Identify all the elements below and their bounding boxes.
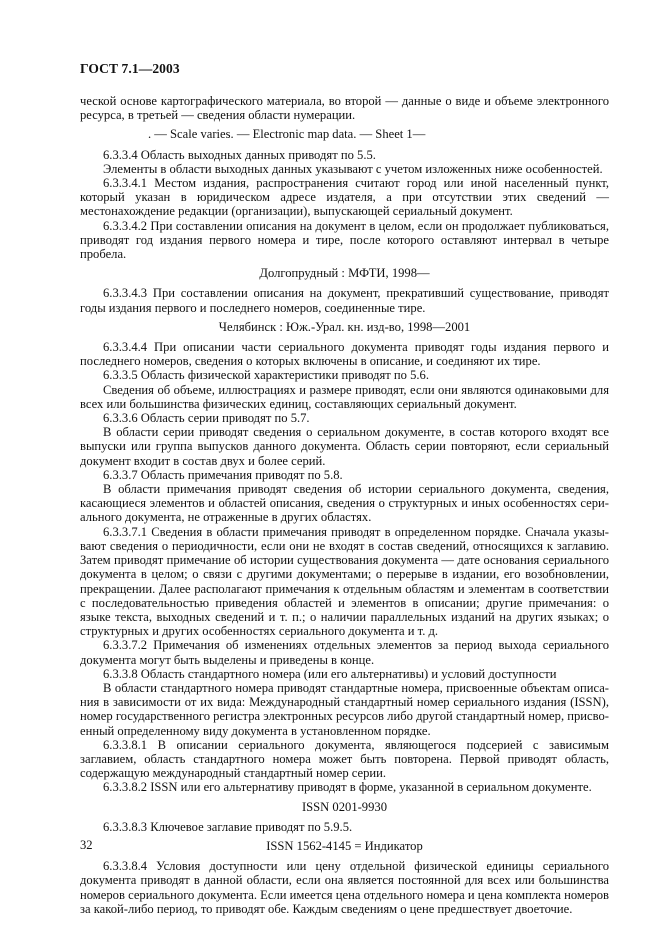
paragraph: 6.3.3.8.4 Условия доступности или цену отдельной физической единицы сериального документа приводят в данной области, если она является постоянной для всех или большинства номеров сериального документа. Если имеется цена отдельного номера и цена комплекта номеров за какой-либо период, то приводят обе. Каждым сведениям о цене предшествует двоеточие. <box>80 859 609 916</box>
paragraph: 6.3.3.4.4 При описании части сериального документа приводят годы издания первого и последнего номеров, сведения о которых включены в описание, и соединяют их тире. <box>80 340 609 369</box>
paragraph: В области серии приводят сведения о сериальном документе, в состав которого входят все выпуски или группа выпусков данного документа. Область серии повторяют, если сериальный документ входит в состав двух и более серий. <box>80 425 609 468</box>
paragraph: 6.3.3.4.2 При составлении описания на документ в целом, если он продолжает публиковаться, приводят год издания первого номера и тире, после которого оставляют интервал в четыре пробела. <box>80 218 609 262</box>
paragraph: Сведения об объеме, иллюстрациях и размере приводят, если они являются одинаковыми для всех или большинства физических единиц, составляющих сериальный документ. <box>80 382 609 411</box>
example-line: . — Scale varies. — Electronic map data. — Sheet 1— <box>148 127 426 142</box>
section-heading: 6.3.3.6 Область серии приводят по 5.7. <box>103 411 310 426</box>
paragraph: 6.3.3.4.3 При составлении описания на документ, прекративший существование, приводят годы издания первого и последнего номеров, соединенные тире. <box>80 286 609 315</box>
paragraph: 6.3.3.8.2 ISSN или его альтернативу приводят в форме, указанной в сериальном документе. <box>103 780 592 795</box>
paragraph: В области стандартного номера приводят стандартные номера, присвоенные объектам описания в зависимости от их вида: Международный стандартный номер сериального издания (ISSN), номер государственного регистра электронных ресурсов либо другой стандартный номер, присвоенный определенному виду документа в установленном порядке. <box>80 680 609 738</box>
section-heading: 6.3.3.4 Область выходных данных приводят по 5.5. <box>103 147 376 162</box>
paragraph: 6.3.3.8.3 Ключевое заглавие приводят по 5.9.5. <box>103 819 353 834</box>
paragraph: В области примечания приводят сведения об истории сериального документа, сведения, касающиеся элементов и областей описания, сведения о структурных и иных особенностях сериального документа, не отраженные в других областях. <box>80 482 609 525</box>
document-header: ГОСТ 7.1—2003 <box>80 61 180 76</box>
example-line: ISSN 0201-9930 <box>301 799 387 814</box>
paragraph: 6.3.3.4.1 Местом издания, распространения считают город или иной населенный пункт, который указан в юридическом адресе издателя, а при отсутствии этих сведений — местонахождение редакции (организации), выпускающей сериальный документ. <box>80 176 609 219</box>
paragraph: ческой основе картографического материала, во второй — данные о виде и объеме электронного ресурса, в третьей — сведения области нумерации. <box>80 94 609 123</box>
section-heading: 6.3.3.7 Область примечания приводят по 5.8. <box>103 467 343 482</box>
paragraph: 6.3.3.7.2 Примечания об изменениях отдельных элементов за период выхода сериального документа могут быть выделены и приведены в конце. <box>80 638 609 667</box>
example-line: ISSN 1562-4145 = Индикатор <box>266 838 423 853</box>
page-number: 32 <box>80 838 93 852</box>
paragraph: Элементы в области выходных данных указывают с учетом изложенных ниже особенностей. <box>103 161 603 176</box>
example-line: Челябинск : Юж.-Урал. кн. изд-во, 1998—2001 <box>218 319 471 334</box>
section-heading: 6.3.3.5 Область физической характеристики приводят по 5.6. <box>103 368 429 383</box>
paragraph: 6.3.3.7.1 Сведения в области примечания приводят в определенном порядке. Сначала указывают сведения о периодичности, если они не входят в состав сведений, относящихся к заглавию. Затем приводят примечание об истории существования документа — дате основания сериального документа в целом; о связи с другими документами; о перерыве в издании, его возобновлении, прекращении. Далее располагают примечания к отдельным областям и элементам в соответствии с последовательностью приведения областей и элементов в описании; другие примечания: о языке текста, выходных сведений и т. п.; о наличии параллельных изданий на других языках; о структурных и других особенностях сериального документа и т. д. <box>80 524 609 639</box>
example-line: Долгопрудный : МФТИ, 1998— <box>259 266 430 281</box>
paragraph: 6.3.3.8.1 В описании сериального документа, являющегося подсерией с зависимым заглавием, область стандартного номера может быть повторена. Первой приводят область, содержащую международный стандартный номер серии. <box>80 737 609 781</box>
section-heading: 6.3.3.8 Область стандартного номера (или его альтернативы) и условий доступности <box>103 666 557 681</box>
document-body <box>80 94 609 916</box>
